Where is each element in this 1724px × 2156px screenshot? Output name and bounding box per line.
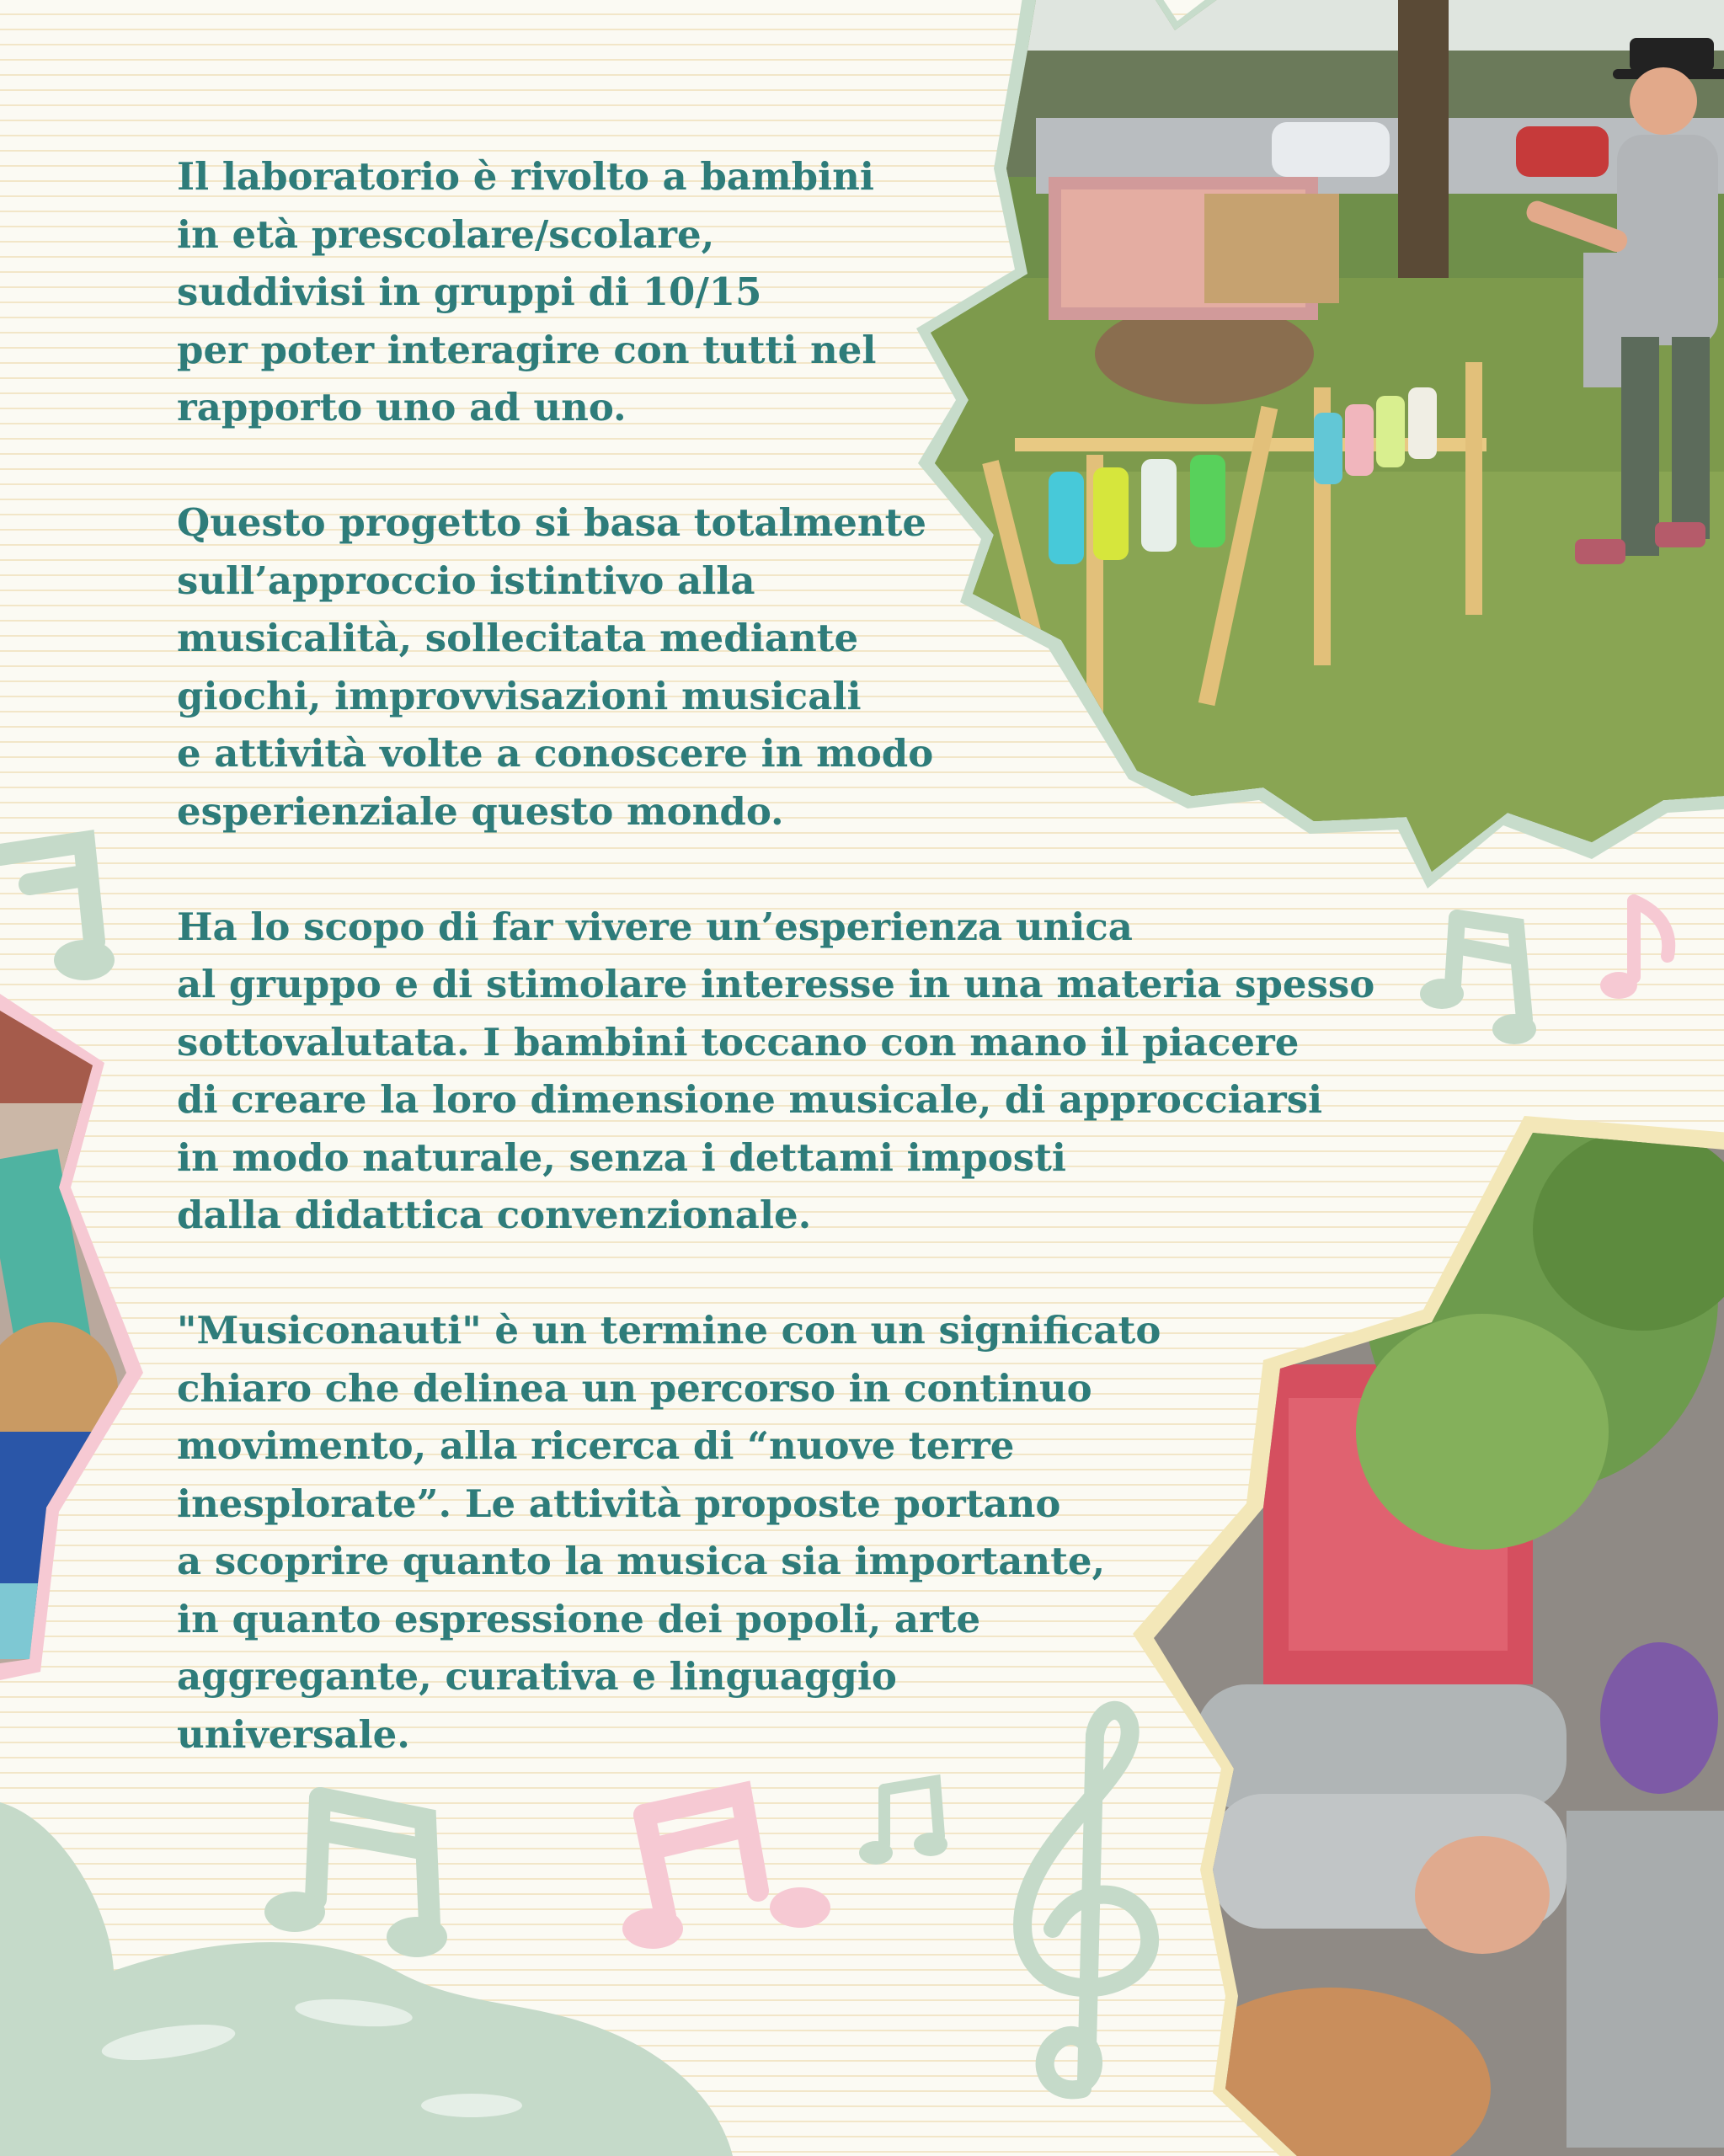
paragraph-age-groups: Il laboratorio è rivolto a bambini in età prescolare/scolare, suddivisi in gruppi di 10/15 per poter interagire con tutti nel rapporto uno ad uno. bbox=[177, 154, 877, 430]
paragraph-musiconauti: "Musiconauti" è un termine con un significato chiaro che delinea un percorso in continuo movimento, alla ricerca di “nuove terre inesplorate”. Le attività proposte portano a scoprire quanto la musica sia importante, in quanto espressione dei popoli, arte aggregante, curativa e linguaggio universale. bbox=[177, 1308, 1161, 1757]
article-text bbox=[177, 148, 1423, 1822]
paragraph-purpose: Ha lo scopo di far vivere un’esperienza unica al gruppo e di stimolare interesse in una materia spesso sottovalutata. I bambini toccano con mano il piacere di creare la loro dimensione musicale, di approcciarsi in modo naturale, senza i dettami imposti dalla didattica convenzionale. bbox=[177, 904, 1375, 1237]
paragraph-approach: Questo progetto si basa totalmente sull’approccio istintivo alla musicalità, sollecitata mediante giochi, improvvisazioni musicali e attività volte a conoscere in modo esperienziale questo mondo. bbox=[177, 500, 934, 834]
